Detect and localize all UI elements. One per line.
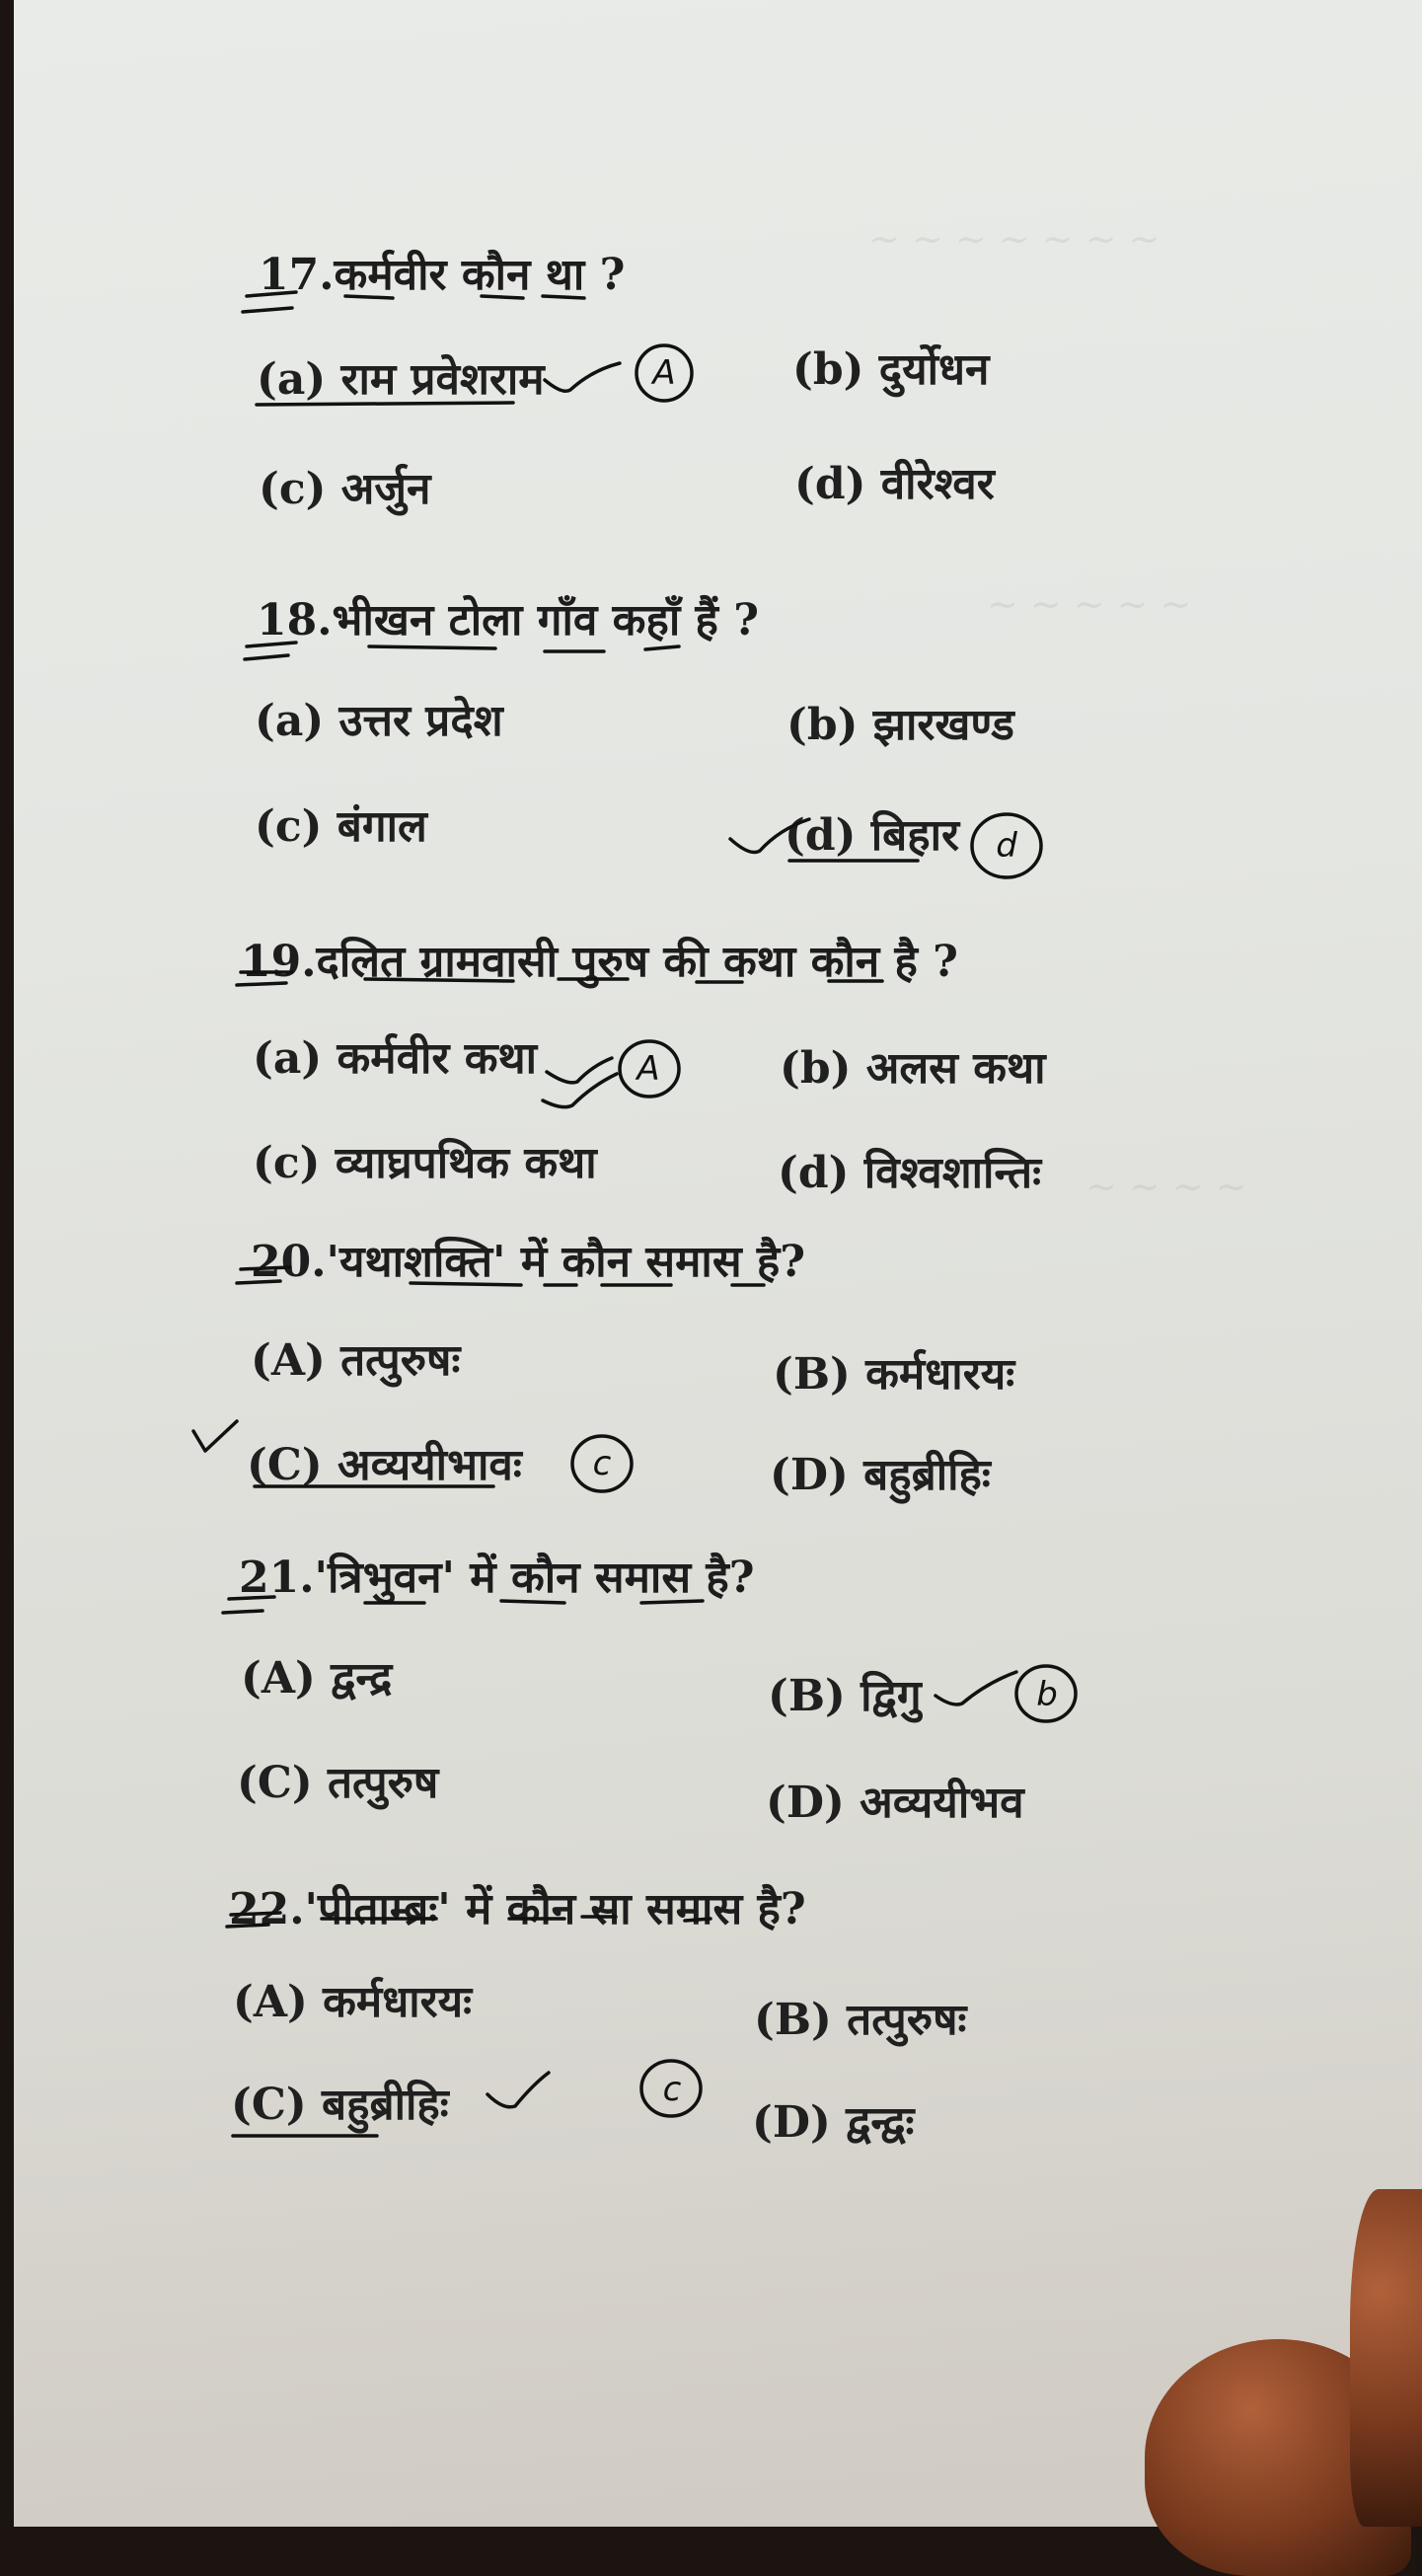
q19-option-d: (d) विश्वशान्तिः	[778, 1148, 1041, 1198]
q20-option-b: (B) कर्मधारयः	[773, 1349, 1015, 1400]
q20-handwritten-answer: c	[592, 1444, 612, 1483]
q20-option-c: (C) अव्ययीभावः	[247, 1440, 522, 1490]
q18-option-a: (a) उत्तर प्रदेश	[255, 696, 503, 746]
question-22: 22.'पीताम्ब्रः' में कौन सा समास है?	[229, 1884, 806, 1934]
question-19: 19.दलित ग्रामवासी पुरुष की कथा कौन है ?	[241, 937, 958, 987]
q22-option-d: (D) द्वन्द्वः	[752, 2097, 915, 2148]
q20-option-a: (A) तत्पुरुषः	[251, 1335, 461, 1386]
q17-option-d: (d) वीरेश्वर	[794, 459, 995, 509]
q17-option-a: (a) राम प्रवेशराम	[257, 354, 545, 405]
q21-option-b: (B) द्विगु	[768, 1671, 922, 1721]
q18-option-b: (b) झारखण्ड	[786, 700, 1014, 750]
question-17: 17.कर्मवीर कौन था ?	[259, 250, 626, 300]
question-21: 21.'त्रिभुवन' में कौन समास है?	[239, 1553, 755, 1603]
q22-handwritten-answer: c	[662, 2070, 682, 2109]
q17-handwritten-answer: A	[652, 353, 676, 393]
q21-option-d: (D) अव्ययीभव	[766, 1778, 1024, 1828]
q21-handwritten-answer: b	[1036, 1675, 1058, 1714]
q19-option-a: (a) कर्मवीर कथा	[253, 1033, 538, 1084]
bleed-through-text: ~ ~ ~ ~ ~	[987, 582, 1192, 626]
q19-option-c: (c) व्याघ्रपथिक कथा	[253, 1138, 597, 1188]
q20-option-d: (D) बहुब्रीहिः	[770, 1450, 991, 1500]
bleed-through-text: ~ ~ ~ ~	[1085, 1165, 1247, 1208]
q22-option-a: (A) कर्मधारयः	[233, 1977, 473, 2027]
q17-option-c: (c) अर्जुन	[259, 464, 431, 514]
q17-option-b: (b) दुर्योधन	[792, 344, 990, 395]
q18-option-d: (d) बिहार	[785, 810, 959, 861]
q21-option-c: (C) तत्पुरुष	[237, 1758, 439, 1808]
q19-handwritten-answer: A	[636, 1049, 660, 1089]
bleed-through-text: ~ ~ ~ ~ ~ ~ ~	[868, 217, 1160, 261]
fingertip	[1350, 2189, 1422, 2527]
q22-option-b: (B) तत्पुरुषः	[754, 1995, 967, 2045]
question-18: 18.भीखन टोला गाँव कहाँ हैं ?	[257, 595, 760, 645]
q22-option-c: (C) बहुब्रीहिः	[231, 2080, 449, 2130]
question-20: 20.'यथाशक्ति' में कौन समास है?	[251, 1237, 806, 1287]
q18-handwritten-answer: d	[996, 826, 1017, 866]
q19-option-b: (b) अलस कथा	[780, 1043, 1046, 1094]
q21-option-a: (A) द्वन्द्र	[241, 1653, 393, 1704]
q18-option-c: (c) बंगाल	[255, 801, 427, 852]
